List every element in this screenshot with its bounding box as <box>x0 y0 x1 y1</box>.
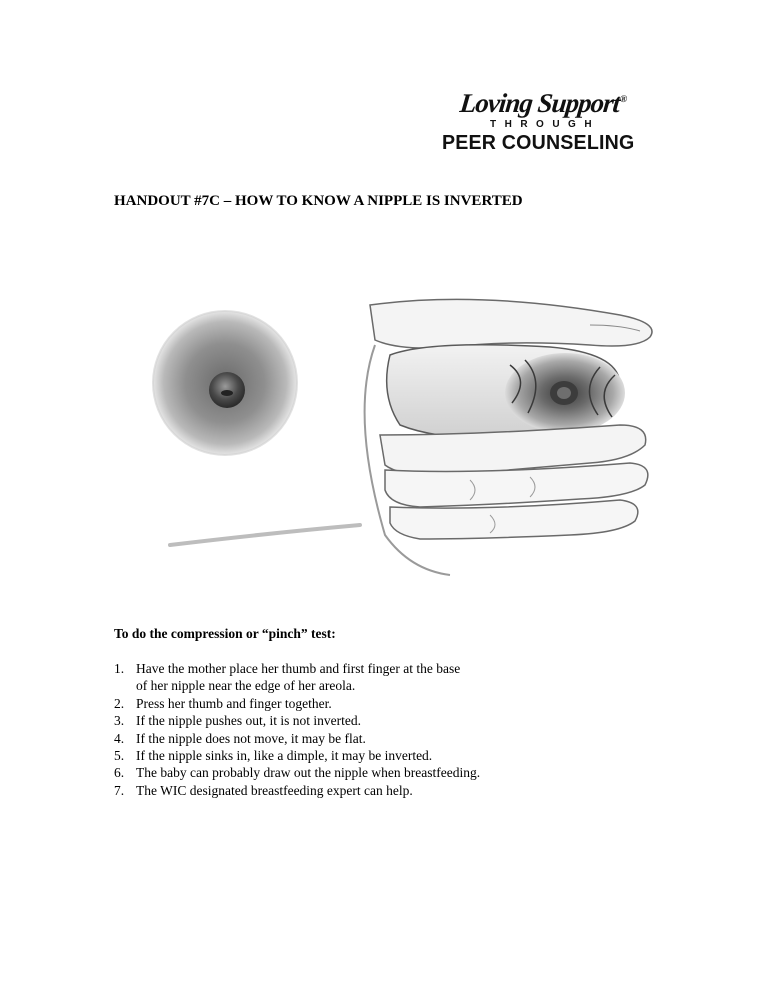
step-number: 6. <box>114 765 125 781</box>
pinch-test-steps <box>114 660 480 799</box>
step-text: The WIC designated breastfeeding expert can help. <box>136 782 413 798</box>
list-item <box>114 660 480 695</box>
loving-support-logo <box>440 88 660 154</box>
step-text: Press her thumb and finger together. <box>136 695 332 711</box>
step-number: 5. <box>114 748 125 764</box>
right-hand-compression-drawing <box>365 299 652 575</box>
pinch-test-heading: To do the compression or “pinch” test: <box>114 626 336 641</box>
step-text-continued: of her nipple near the edge of her areola. <box>136 678 356 694</box>
list-item <box>114 695 480 712</box>
step-number: 4. <box>114 730 125 746</box>
step-number: 2. <box>114 695 125 711</box>
step-number: 1. <box>114 661 125 676</box>
step-text: If the nipple sinks in, like a dimple, it may be inverted. <box>136 748 433 764</box>
step-text: Have the mother place her thumb and first finger at the base <box>136 661 461 676</box>
step-text: If the nipple pushes out, it is not inverted. <box>136 713 361 729</box>
step-number: 7. <box>114 782 125 798</box>
list-item <box>114 764 480 781</box>
list-item <box>114 747 480 764</box>
step-number: 3. <box>114 713 125 729</box>
list-item <box>114 712 480 729</box>
step-text: The baby can probably draw out the nipple when breastfeeding. <box>136 765 481 781</box>
logo-line-through: THROUGH <box>490 119 601 130</box>
nipple-illustration <box>150 285 670 585</box>
list-item <box>114 730 480 747</box>
handout-title: HANDOUT #7C – HOW TO KNOW A NIPPLE IS INVERTED <box>114 193 523 209</box>
logo-line-peer-counseling: PEER COUNSELING <box>442 132 635 154</box>
logo-line-loving-support: Loving Support® <box>458 88 627 118</box>
left-breast-drawing <box>153 311 360 545</box>
list-item <box>114 782 480 799</box>
step-text: If the nipple does not move, it may be flat. <box>136 730 366 746</box>
